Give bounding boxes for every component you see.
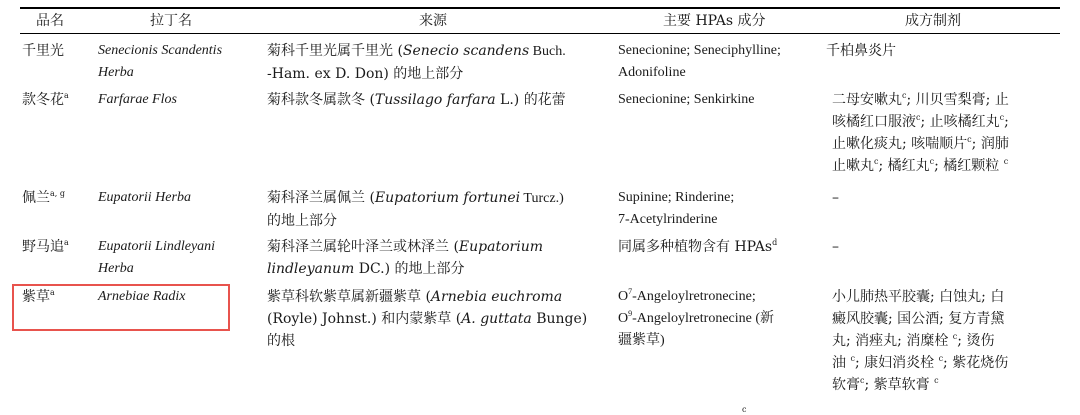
row3-name: 佩兰$^{a, g}$ [22,189,65,206]
table-top-rule [20,7,1060,9]
row1-latin: Senecionis Scandentis Herba [98,43,223,80]
row4-source: 菊科泽兰属轮叶泽兰或林泽兰 (Eupatorium lindleyanum DC.) 的地上部分 [267,239,543,277]
footer-mark: c [742,405,747,414]
row3-prep: – [832,190,839,206]
header-hpas: 主要 HPAs 成分 [663,13,766,29]
row4-hpas: 同属多种植物含有 HPAs$^d$ [618,238,778,255]
row1-prep: 千柏鼻炎片 [826,43,896,59]
row5-name: 紫草$^a$ [22,288,55,305]
row3-latin: Eupatorii Herba [98,190,191,205]
row2-prep: 二母安嗽丸$^c$; 川贝雪梨膏; 止 咳橘红口服液$^c$; 止咳橘红丸$^c$; 止嗽化痰丸; 咳喘顺片$^c$; 润肺 止嗽丸$^c$; 橘红丸$^c$; 橘红颗粒 $^c$ [832,91,1009,174]
row4-latin: Eupatorii Lindleyani Herba [98,239,216,276]
row2-hpas: Senecionine; Senkirkine [618,92,755,107]
row2-latin: Farfarae Flos [98,92,177,107]
row4-name: 野马追$^a$ [22,238,69,255]
row3-hpas: Supinine; Rinderine; 7-Acetylrinderine [618,190,735,227]
row3-source: 菊科泽兰属佩兰 (Eupatorium fortunei Turcz.) 的地上部分 [267,190,564,229]
row5-source: 紫草科软紫草属新疆紫草 (Arnebia euchroma (Royle) Johnst.) 和内蒙紫草 (A. guttata Bunge) 的根 [267,289,588,349]
row1-name: 千里光 [22,43,64,59]
row4-prep: – [832,239,839,255]
row1-hpas: Senecionine; Seneciphylline; Adonifoline [618,43,781,80]
row5-hpas: $O^7$-Angeloylretronecine; $O^9$-Angeloylretronecine (新 疆紫草) [618,287,775,348]
row1-source: 菊科千里光属千里光 (Senecio scandens Buch. -Ham. ex D. Don) 的地上部分 [267,43,566,82]
header-latin: 拉丁名 [150,13,192,29]
header-name: 品名 [36,13,64,29]
header-prep: 成方制剂 [905,13,961,29]
row5-latin: Arnebiae Radix [98,289,186,304]
row2-source: 菊科款冬属款冬 (Tussilago farfara L.) 的花蕾 [267,92,566,108]
header-source: 来源 [419,13,447,29]
row2-name: 款冬花$^a$ [22,91,69,108]
row5-prep: 小儿肺热平胶囊; 白蚀丸; 白 癜风胶囊; 国公酒; 复方青黛 丸; 消痤丸; 消糜栓 $^c$; 烫伤 油 $^c$; 康妇消炎栓 $^c$; 紫花烧伤 软膏$^c$; 紫草软膏 $^c$ [832,289,1009,393]
table-header-rule [20,33,1060,34]
